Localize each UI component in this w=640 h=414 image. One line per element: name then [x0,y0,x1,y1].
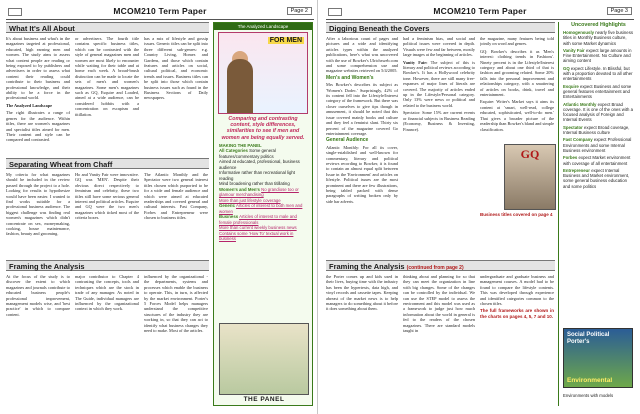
env-cover-line1: Social Political Porter's [567,332,610,345]
section-framing-analysis: Framing the Analysis [6,260,209,271]
section-separating-wheat: Separating Wheat from Chaff [6,158,209,169]
right-col2-text: had a feminism bias, and social and political issues were covered in depth. Visuals were few and far between, mostly large images at the beginning of articles. [403,36,475,58]
frame-col2-text: major contributor to Chapter 4 contrasting the concepts, tools and techniques which are the stock in trade of any manager. As noted in The Guide, individual managers are influenced by the organizational context in which they work. [75,274,139,312]
highlight-item: Spectator expect Broad coverage, Internal Business culture [563,124,630,136]
frame-col3 [144,274,208,404]
wheat-col3-text: The Atlantic Monthly and the Spectator were two general interest titles chosen which purported to be for a wide and female audience and which were aimed at educated readerships and covered general and cultural interests. Fast Company, Forbes and Entrepreneur were chosen to business titles. [144,172,208,221]
left-col2-text: or advertisers. The fourth title contains specific business titles, which can be contrasted with the style of general magazines men and women are most likely to encounter while waiting for their table and at home each week. A broad-brush distinction can be made to locate the sets of men's and women's magazines. Some men's magazines such as GQ, Esquire and Loaded, aimed at a wide audience, can be considered hobbits with a concentration on escapism and titillation. [75,36,139,117]
criteria-item: Business Articles of interest to male and female professionals [219,214,297,225]
wheat-col1 [6,172,70,256]
env-cover-line2: Environmental [567,377,613,384]
right-frame-col2-text: thinking about and planning for so that they can meet the organization in line with big changes. Some of the changes can be controlled by the individual. We can use the STEP model to assess the environment and this model was used as a framework to judge just how much information about the world in general is fed to the readers of the chosen magazines. There are standard models taught in [403,274,475,334]
right-col1-text: After a laborious count of pages and pictures and a wide and identifying articles types within the analyzed publications, here's what was uncovered with the use of Bowker's Ulrichsweb.com and some comprehension use and magazine websites retrieved on 5/4/2005. [326,36,398,74]
wheat-col3 [144,172,208,256]
right-frame-col1 [326,274,398,404]
right-frame-col1-text: the Porter comes up and kids used in their lives, buying time with the industry has been the hypertexts, data high, and vinyl records and cassette tapes. Keeping abreast of the market news is to help managers to do something about it before it does something about them. [326,274,398,312]
cover-figure-body [227,59,253,113]
right-header-title: MCOM210 Term Paper [433,6,527,16]
wheat-col2 [75,172,139,256]
right-col1-text3: Atlantic Monthly: For all its cover, single-established and well-known for commentary, literary and political reviews recording to Bowker, it is found to contain an almost equal split between Issue in the 'Environment' and articles on lifestyle. Political issues are the most prominent and there are few illustrations, being tabled packed with dense paragraphs of writing broken only by side bar adverts. [326,144,398,204]
env-caption: Environments with models [563,393,614,398]
criteria-item: Women's and Men's No grandiose too or glamour merchandising [219,186,299,198]
panel-criteria-list [219,143,307,242]
left-col3 [144,36,208,154]
compare-statement: Comparing and contrasting content, style differences, similarities to see if men and women are being equally served. [221,116,305,141]
right-col2-text2: The subject of this is literary and political reviews according to Bowker's. It has a Hollywood celebrity tone. However, there are still many free-expanses of major lines of literals are covered. The majority of articles ended up in the Lifestyle/Personal category. Only 13% were news or political and related to the business world. [403,59,475,108]
left-col1 [6,36,70,154]
left-col1-text: It's about business and what's in the magazines targeted at professional, educated, high earning men and women. The study aims to assess what content people are reading or being exposed to by publishers and advertisers in order to assess what content their reading could contribute to their business and professional knowledge, and their ability to be a force in the professional world. [6,36,70,101]
criteria-item: Aimed at educated, professional, business audience [219,159,300,170]
right-frame-col2 [403,274,475,404]
left-header-title: MCOM210 Term Paper [113,6,207,16]
frame-col1-text: At the focus of the study is to discover the extent to which magazines and journals contribute to educated business people's professional improvement, management models wise, and 'best practice' in which to compare content. [6,274,70,317]
for-men-cover-image [218,32,308,114]
right-page-header [326,6,634,20]
making-panel-heading: MAKING THE PANEL [219,142,262,148]
highlight-item: Fast Company expect Professional Environments and some Internal Business environment [563,137,632,153]
uncovered-highlights-sidebar [558,22,634,406]
highlight-item: Entrepreneur expect Internal Business and Market environment, some general business education and some politics [563,167,630,189]
right-frame-col3 [480,274,554,404]
landscape-caption: The Analyzed Landscape [214,23,312,30]
general-audience-subhead: General Audience [326,137,369,144]
left-col1-sub: The Analyzed Landscape [6,102,53,108]
right-page [326,6,634,408]
criteria-item: More than current weekly business news [219,225,297,231]
right-col2 [403,36,475,258]
left-col2 [75,36,139,154]
criteria-item: Generic Articles of interest to both men and women [219,203,303,214]
analyzed-landscape-box [213,22,313,406]
highlight-item: Vanity Fair expect large amounts in Fine Entertainment. No Culture and aiming content [563,47,632,64]
right-page-number: Page 3 [607,7,632,15]
the-panel-label: THE PANEL [243,396,285,403]
highlight-item: Esquire expect Business and some general features entertainment and Entertainments [563,83,632,100]
right-col2-text3: Spectator: Some 15% are current events or financial subjects in Business Reading (Economy, Business & Investing, Finance). [403,110,475,132]
business-titles-note [480,212,554,252]
left-col3-text: has a mix of lifestyle and gossip issues. Generic titles can be split into three different sub-genres: e.g. Country Living, Homes and Gardens, and those which contain features and articles on social, cultural political, and economic trends and issues. Business titles can be split into those which contain business issues such as found in the Business Sections of Daily newspapers. [144,36,208,101]
gq-magazine-cover [504,144,556,210]
criteria-item: All Categories Some general features/commentary politics [219,148,276,159]
right-col3-text3: Esquire: Writer's Market says it aims its content at 'smart, well-read, college educated, sophisticated, well-to-do men.' That gives a broader picture of the readership than Bowker's bland and simple classification. [480,99,554,132]
business-titles-caption: Business titles covered on page 4 [480,212,553,217]
framing-continued-note: (continued from page 2) [406,265,464,271]
page-gutter [317,0,318,414]
section-framing-continued [326,260,555,271]
environment-magazine-image [563,328,633,388]
for-men-label: FOR MEN [269,37,302,44]
criteria-item: Informative rather than recreational light reading [219,170,295,181]
criteria-item: More than just lifestyle coverage [219,197,281,203]
highlights-title: Uncovered Highlights [571,22,626,28]
right-col1 [326,36,398,258]
highlight-item: Atlantic Monthly expect Broad coverage. It is one of the ones with a focused analysis of Foreign and Internal Events [563,101,633,123]
frame-col2 [75,274,139,404]
left-page [6,6,314,408]
right-col3-text2: GQ: Bowker's describes it as 'Men's interest: clothing trends in Fashions'. Ninety percent is in the Lifestyle/Interest category and about one third of that is fashion and grooming related. Some 20% falls into the personal improvement and relationships category, with a smattering of articles on books, drink, travel and entertainment. [480,48,554,98]
frameworks-note: The full frameworks are shown in the charts on pages 4, 5, 7 and 10. [480,308,554,319]
frame-col1 [6,274,70,404]
panel-magazine-collage [219,323,309,403]
criteria-item: Mind broadening rather than titillating [219,181,290,187]
gq-masthead: GQ [520,147,540,161]
vanity-fair-label: Vanity Fair: [403,59,428,65]
wheat-col1-text: My criteria for what magazines should be included in the review passed through the project to a hole. Looking for results to hypothesize would have been easier. I wanted to find works suitable for a professional business audience. The biggest challenge was finding real women's magazines which didn't concentrate on sex, moneymaking, cooking, house maintenance, fashion, beauty and grooming. [6,172,70,237]
highlight-item: Forbes expect Market environment with coverage of all entertainment [563,155,631,166]
right-col3 [480,36,554,140]
section-digging-beneath: Digging Beneath the Covers [326,22,555,33]
left-page-number: Page 2 [287,7,312,15]
left-page-header [6,6,314,20]
mens-womens-subhead: Men's and Women's [326,74,374,81]
highlight-item: GQ expect Lifestyle. In Blissful, but with a proportion devoted to all other entertainments [563,65,633,82]
framing-continued-title: Framing the Analysis [329,262,405,271]
wheat-col2-text: Ho and Vanity Fair were innovative. GQ was 'MEN'. Despite their obvious direct respectively to feminism and celebrity, these two titles still have some serious general interest and political articles. Esquire and GQ were the two men's magazines which ticked most of the criteria boxes. [75,172,139,221]
section-what-its-all-about: What It's All About [6,22,209,33]
right-frame-col3-text: undergraduate and graduate business and management courses. A model had to be found to compare the lifestyle contents. This was developed through experience and identified categories common to the chosen titles. [480,274,554,307]
left-col1-text2: The right illustrates a range of genres for the audience. Within titles, there are women's magazines and specialist titles aimed for men. Their content and style can be compared and contrasted. [6,110,70,143]
highlight-item: Homogenously nearly five business titles in Monthly Business culture, with some Market dynamics [563,30,633,46]
right-col3-text: the magazine, many features being told jointly on word and genres. [480,36,554,47]
criteria-item: Contains some 'How To' textual work in business [219,230,294,242]
right-col1-text2: Mrs Bowker's describes its subject as 'Women's Dodec.' Surprisingly, 42% of its content fell into the Lifestyle/Interest category of the framework. But there was closer ourselves to give tips though in amusement, it should be noted that this issue covered mainly books and culture and they feel a feminist slant. Thirty six percent of the magazine covered Go entertainment coverage. [326,82,398,136]
frame-col3-text: influenced by the organizational - the departments, systems and processes which enable the business to operate. This, in turn, is affected by the market environment. Porter's 5 Forces Model helps managers understand the competitive structures of the industry they are working in, so that they can act to identify what business changes they need to make. Most of the articles. [144,274,208,334]
